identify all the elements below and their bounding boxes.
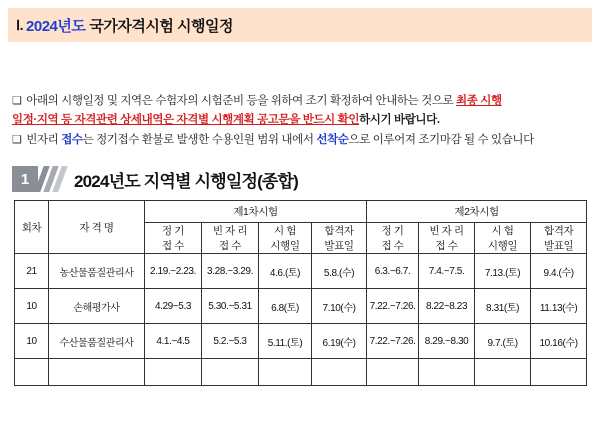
table-row-empty — [15, 359, 587, 386]
cell-exam1-vacancy: 5.30.~5.31 — [202, 289, 259, 324]
cell-empty — [259, 359, 312, 386]
cell-exam2-vacancy: 8.22~8.23 — [419, 289, 475, 324]
cell-exam1-registration: 4.29~5.3 — [145, 289, 202, 324]
section-number-badge: 1 — [12, 166, 38, 192]
th-exam1-date-line2: 시행일 — [270, 240, 300, 252]
cell-exam1-date: 6.8(토) — [259, 289, 312, 324]
note1-highlight-1: 최종 시행 — [456, 95, 502, 107]
th-exam1-registration — [145, 223, 202, 254]
section-heading — [12, 166, 588, 196]
cell-exam1-result: 7.10(수) — [312, 289, 367, 324]
note2-highlight-2: 선착순 — [316, 134, 349, 146]
note-paragraph-2 — [12, 131, 588, 150]
th-qualification: 자 격 명 — [49, 201, 145, 254]
cell-exam2-registration: 6.3.~6.7. — [367, 254, 419, 289]
cell-empty — [312, 359, 367, 386]
cell-exam2-result: 9.4.(수) — [531, 254, 587, 289]
th-exam-1: 제1차시험 — [145, 201, 367, 223]
cell-exam1-vacancy: 5.2.~5.3 — [202, 324, 259, 359]
table-header-row-1 — [15, 201, 587, 223]
th-exam1-date-line1: 시 험 — [273, 225, 296, 237]
table-row — [15, 254, 587, 289]
th-round: 회차 — [15, 201, 49, 254]
note2-segment-2: 는 정기접수 환불로 발생한 수용인원 범위 내에서 — [82, 134, 317, 146]
th-exam1-date — [259, 223, 312, 254]
cell-exam1-registration: 2.19.~2.23. — [145, 254, 202, 289]
th-exam1-result-line2: 발표일 — [324, 240, 354, 252]
th-exam1-vacancy-line1: 빈 자 리 — [212, 225, 248, 237]
cell-exam2-registration: 7.22.~7.26. — [367, 289, 419, 324]
th-exam2-result — [531, 223, 587, 254]
th-exam1-result-line1: 합격자 — [324, 225, 354, 237]
th-exam2-vacancy — [419, 223, 475, 254]
notes-block — [12, 92, 588, 150]
page-title-roman: Ⅰ. — [16, 16, 24, 33]
cell-exam2-result: 10.16(수) — [531, 324, 587, 359]
cell-qualification: 손해평가사 — [49, 289, 145, 324]
th-exam2-registration-line1: 정 기 — [381, 225, 404, 237]
th-exam2-result-line2: 발표일 — [543, 240, 574, 252]
note2-highlight-1: 접수 — [61, 134, 83, 146]
th-exam1-result — [312, 223, 367, 254]
cell-empty — [367, 359, 419, 386]
cell-empty — [531, 359, 587, 386]
cell-round: 21 — [15, 254, 49, 289]
page-title-bar — [8, 8, 592, 42]
cell-qualification: 농산물품질관리사 — [49, 254, 145, 289]
cell-empty — [49, 359, 145, 386]
cell-empty — [145, 359, 202, 386]
schedule-table — [14, 200, 587, 386]
note2-segment-1: 빈자리 — [23, 134, 62, 146]
table-row — [15, 289, 587, 324]
th-exam2-date — [475, 223, 531, 254]
th-exam1-vacancy — [202, 223, 259, 254]
th-exam2-vacancy-line2: 접 수 — [435, 240, 458, 252]
th-exam1-vacancy-line2: 접 수 — [218, 240, 241, 252]
cell-exam2-date: 9.7.(토) — [475, 324, 531, 359]
cell-exam2-date: 7.13.(토) — [475, 254, 531, 289]
flag-stripes-icon — [39, 166, 69, 192]
note1-highlight-2: 일정·지역 등 자격관련 상세내역은 자격별 시행계획 공고문을 반드시 확인 — [12, 114, 360, 126]
page-title-text: 국가자격시험 시행일정 — [89, 17, 233, 35]
th-exam1-registration-line2: 접 수 — [161, 240, 184, 252]
th-exam2-registration — [367, 223, 419, 254]
note-bullet-icon: ❑ — [12, 95, 22, 107]
cell-exam1-date: 5.11.(토) — [259, 324, 312, 359]
th-exam1-registration-line1: 정 기 — [161, 225, 184, 237]
th-exam2-date-line1: 시 험 — [491, 225, 514, 237]
th-exam2-date-line2: 시행일 — [487, 240, 518, 252]
cell-qualification: 수산물품질관리사 — [49, 324, 145, 359]
cell-exam2-registration: 7.22.~7.26. — [367, 324, 419, 359]
cell-round: 10 — [15, 289, 49, 324]
cell-exam1-registration: 4.1.~4.5 — [145, 324, 202, 359]
cell-empty — [202, 359, 259, 386]
note-bullet-icon-2: ❑ — [12, 134, 22, 146]
cell-round: 10 — [15, 324, 49, 359]
cell-empty — [15, 359, 49, 386]
cell-empty — [419, 359, 475, 386]
cell-exam2-vacancy: 7.4.~7.5. — [419, 254, 475, 289]
note1-segment-1: 아래의 시행일정 및 지역은 수험자의 시험준비 등을 위하여 조기 확정하여 안내하는 것으로 — [23, 95, 457, 107]
cell-exam2-date: 8.31(토) — [475, 289, 531, 324]
table-row — [15, 324, 587, 359]
cell-empty — [475, 359, 531, 386]
cell-exam1-result: 5.8.(수) — [312, 254, 367, 289]
th-exam2-registration-line2: 접 수 — [381, 240, 404, 252]
note1-segment-2: 하시기 바랍니다. — [359, 114, 440, 126]
note-paragraph-1 — [12, 92, 588, 130]
cell-exam1-vacancy: 3.28.~3.29. — [202, 254, 259, 289]
cell-exam2-result: 11.13(수) — [531, 289, 587, 324]
th-exam2-result-line1: 합격자 — [543, 225, 574, 237]
cell-exam2-vacancy: 8.29.~8.30 — [419, 324, 475, 359]
cell-exam1-date: 4.6.(토) — [259, 254, 312, 289]
cell-exam1-result: 6.19(수) — [312, 324, 367, 359]
note2-segment-3: 으로 이루어져 조기마감 될 수 있습니다 — [348, 134, 534, 146]
th-exam-2: 제2차시험 — [367, 201, 587, 223]
th-exam2-vacancy-line1: 빈 자 리 — [429, 225, 464, 237]
page-title-year: 2024년도 — [26, 17, 86, 35]
section-title-text: 2024년도 지역별 시행일정(종합) — [74, 172, 299, 191]
